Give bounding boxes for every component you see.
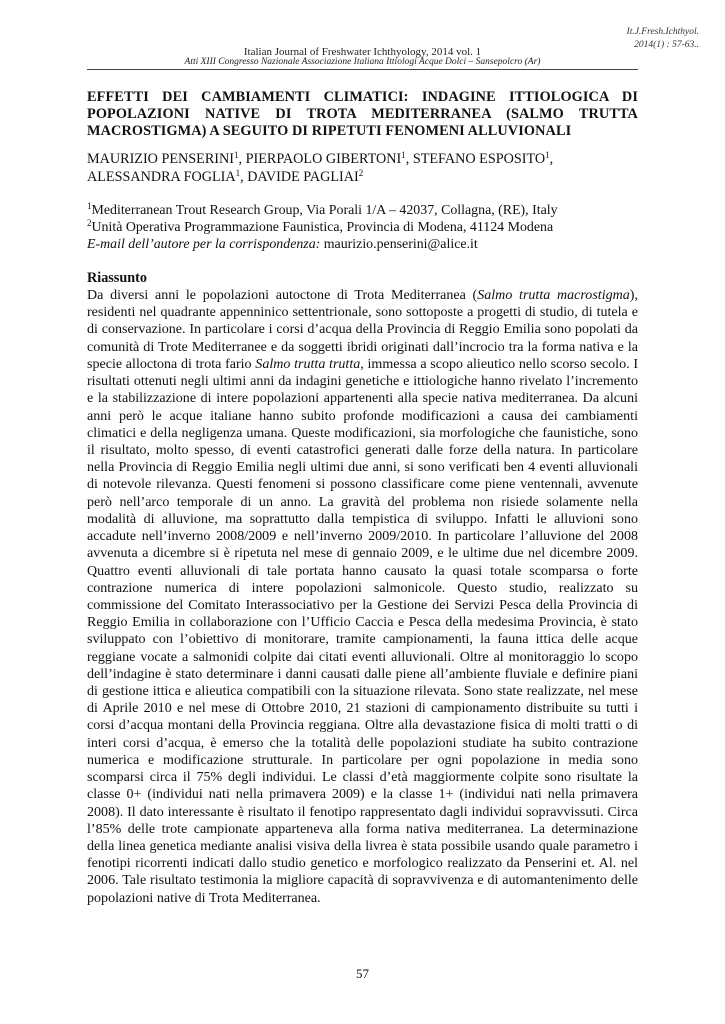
species-name: Salmo trutta macrostigma [477, 287, 630, 303]
author: PIERPAOLO GIBERTONI$^1$, [245, 150, 413, 167]
author-list [87, 151, 638, 186]
header-rule [87, 69, 638, 70]
author: STEFANO ESPOSITO$^1$, [412, 150, 554, 167]
affiliation-2: $^2$Unità Operativa Programmazione Faunistica, Provincia di Modena, 41124 Modena [87, 218, 554, 235]
abstract-heading: Riassunto [87, 270, 147, 286]
email-address: maurizio.penserini@alice.it [320, 237, 478, 252]
journal-header: Italian Journal of Freshwater Ichthyology, 2014 vol. 1 [243, 46, 482, 58]
abstract-section [87, 270, 638, 907]
author: MAURIZIO PENSERINI$^1$, [87, 150, 246, 167]
abstract-text: Da diversi anni le popolazioni autoctone di Trota Mediterranea (Salmo trutta macrostigma), residenti nel quadrante appenninico settentrionale, sono sottoposte a progetti di studio, di tutela e di conservazione. In particolare i corsi d’acqua della Provincia di Reggio Emilia sono popolati da comunità di Trote Mediterranee e da soggetti ibridi originati dall’incrocio tra la forma nativa e la specie alloctona di trota fario Salmo trutta trutta, immessa a scopo alieutico nello scorso secolo. I risultati ottenuti negli ultimi anni da indagini genetiche e ittiologiche hanno rivelato l’incremento e la stabilizzazione di intere popolazioni appartenenti alla specie nativa mediterranea. Da alcuni anni però le acque italiane hanno subito profonde modificazioni a causa dei cambiamenti climatici e della negligenza umana. Queste modificazioni, sia morfologiche che faunistiche, sono il risultato, molto spesso, di eventi catastrofici generati dalle forze della natura. In particolare nella Provincia di Reggio Emilia negli ultimi due anni, si sono verificati ben 4 eventi alluvionali di notevole rilevanza. Questi fenomeni si possono classificare come piene ventennali, avvenute però nell’arco temporale di un anno. La gravità del problema non risiede solamente nella modalità di alluvione, ma soprattutto dalla tempistica di sviluppo. Infatti le alluvioni sono accadute nell’inverno 2008/2009 e nell’inverno 2009/2010. In particolare l’alluvione del 2008 avvenuta a dicembre si è ripetuta nel mese di gennaio 2009, e le ultime due nel dicembre 2009. Quattro eventi alluvionali di tale portata hanno causato la quasi totale scomparsa o forte contrazione numerica di intere popolazioni salmonicole. Questo studio, realizzato su commissione del Comitato Interassociativo per la Gestione dei Servizi Pesca della Provincia di Reggio Emilia in collaborazione con l’Ufficio Caccia e Pesca della medesima Provincia, è stato sviluppato con l’obiettivo di monitorare, tramite campionamenti, la fauna ittica delle acque reggiane vocate a salmonidi colpite dai citati eventi alluvionali. Oltre al monitoraggio lo scopo dell’indagine è stato determinare i danni causati dalle piene all’ambiente fluviale e definire piani di gestione ittica e alieutica compatibili con la situazione rilevata. Sono state realizzate, nel mese di Aprile 2010 e nel mese di Ottobre 2010, 21 stazioni di campionamento distribuite su tutti i corsi d’acqua montani della Provincia reggiana. Oltre alla devastazione fisica di molti tratti o di interi corsi d’acqua, è emerso che la totalità delle popolazioni studiate ha subito contrazione numerica e modificazione strutturale. In particolare per ogni popolazione in media sono scomparsi circa il 75% degli individui. Le classi d’età maggiormente colpite sono risultate la classe 0+ (individui nati nella primavera 2009) e la classe 1+ (individui nati nella primavera 2008). Il dato interessante è risultato il fenotipo rappresentato dagli individui sopravvissuti. Circa l’85% delle trote campionate apparteneva alla forma nativa mediterranea. La determinazione della linea genetica mediante analisi visiva della livrea è stata possibile usando quale parametro i fenotipi ricorrenti indicati dallo studio genetico e morfologico realizzato da Penserini et. Al. nel 2006. Tale risultato testimonia la migliore capacità di sopravvivenza e di automantenimento delle popolazioni native di Trota Mediterranea. [87, 287, 639, 906]
page-number: 57 [356, 966, 369, 981]
author: DAVIDE PAGLIAI$^2$ [247, 167, 364, 185]
citation-line-1: It.J.Fresh.Ichthyol. [626, 27, 699, 37]
species-name: Salmo trutta trutta [255, 355, 361, 372]
affiliations [87, 202, 647, 253]
email-label: E-mail dell’autore per la corrispondenza: [87, 237, 321, 252]
author: ALESSANDRA FOGLIA$^1$, [87, 167, 248, 185]
congress-header: Atti XIII Congresso Nazionale Associazione Italiana Ittiologi Acque Dolci – Sansepolcro (Ar) [184, 57, 541, 67]
affiliation-1: $^1$Mediterranean Trout Research Group, Via Porali 1/A – 42037, Collagna, (RE), Italy [87, 201, 558, 218]
paper-title: EFFETTI DEI CAMBIAMENTI CLIMATICI: INDAGINE ITTIOLOGICA DI POPOLAZIONI NATIVE DI TROTA MEDITERRANEA (SALMO TRUTTA MACROSTIGMA) A SEGUITO DI RIPETUTI FENOMENI ALLUVIONALI [87, 89, 638, 139]
citation-line-2: 2014(1) : 57-63.. [634, 40, 699, 50]
corresponding-email [87, 236, 647, 253]
